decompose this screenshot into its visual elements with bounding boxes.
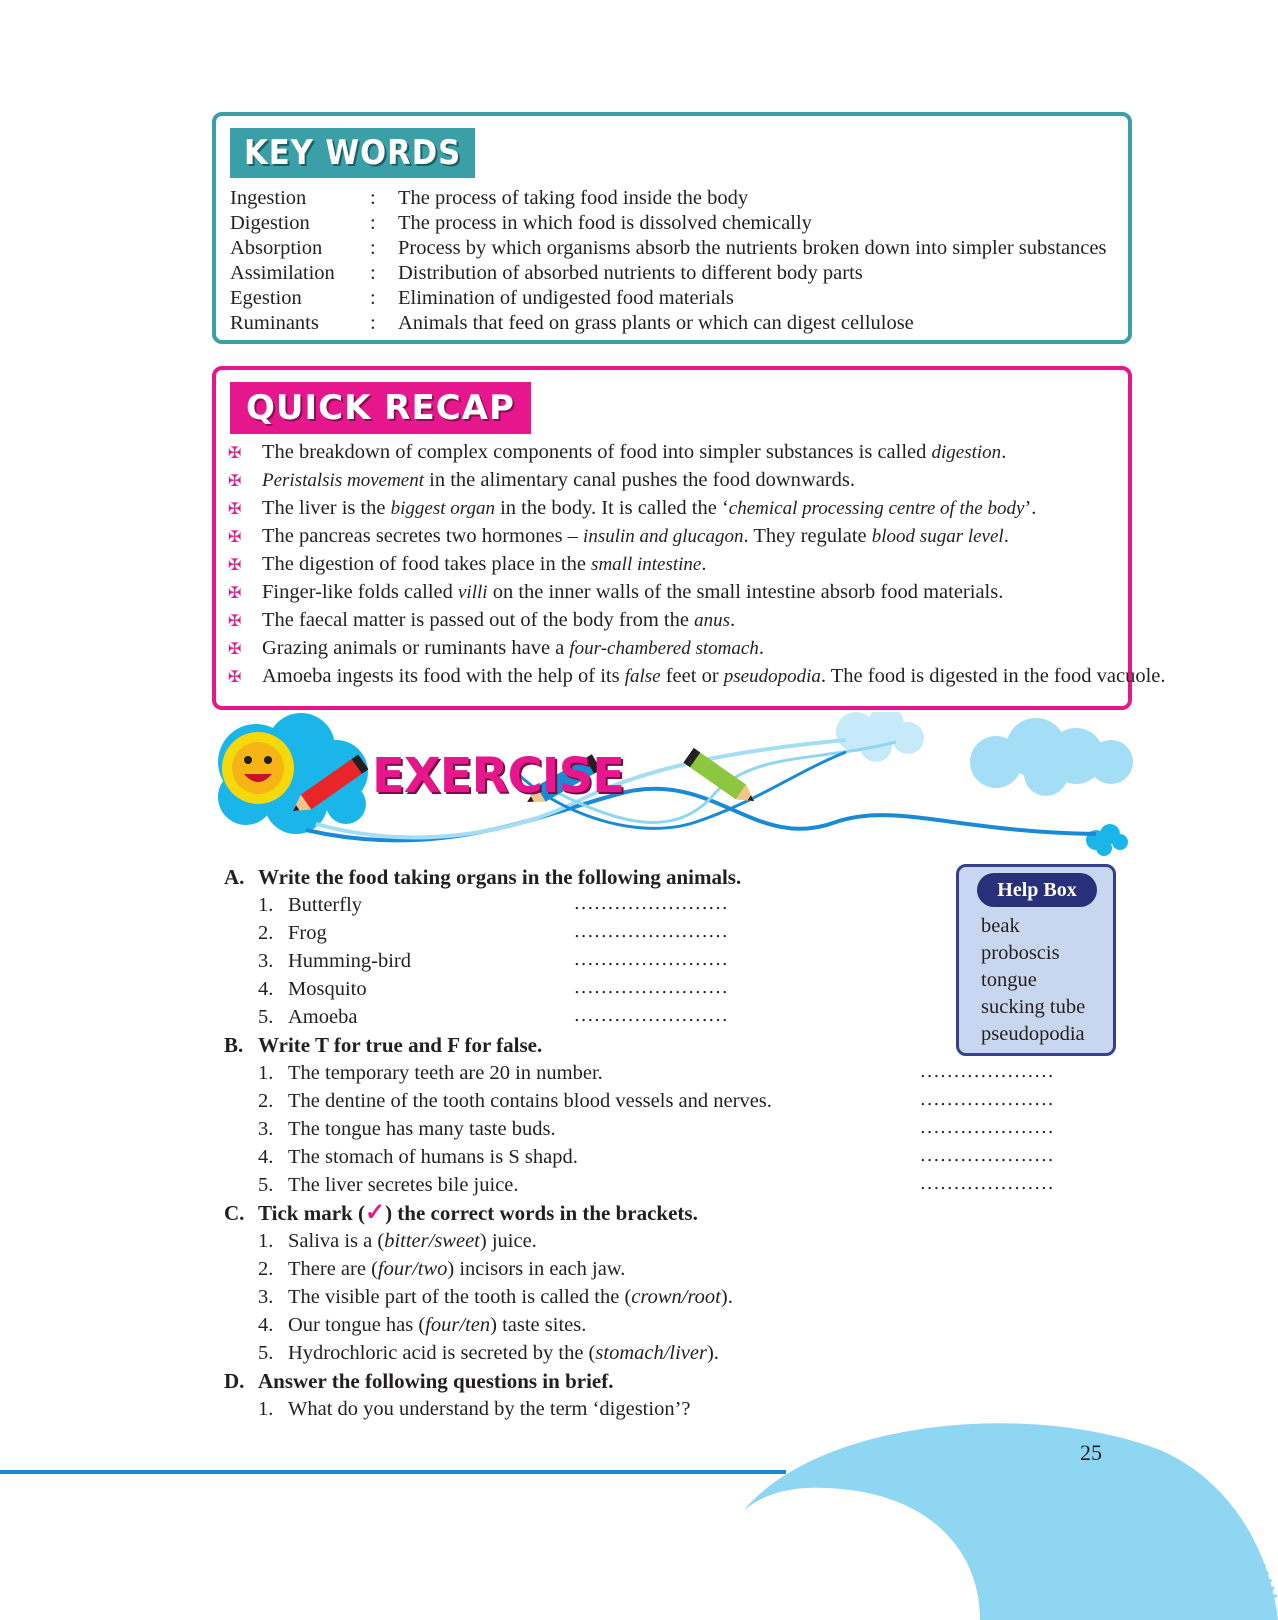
list-item: 3. The visible part of the tooth is called the (crown/root). [258, 1286, 733, 1308]
cross-bullet-icon: ✠ [228, 585, 242, 602]
statement-text: The temporary teeth are 20 in number. [288, 1062, 603, 1084]
help-word: proboscis [981, 942, 1060, 964]
recap-text: on the inner walls of the small intestine absorb food materials. [487, 581, 1004, 603]
recap-text: Amoeba ingests its food with the help of its [262, 665, 625, 687]
recap-emphasis: pseudopodia [723, 666, 821, 687]
recap-text: The digestion of food takes place in the [262, 553, 592, 575]
question-text: Our tongue has ( [288, 1314, 426, 1336]
recap-emphasis: anus [694, 610, 730, 631]
statement-text: The dentine of the tooth contains blood vessels and nerves. [288, 1090, 772, 1112]
cross-bullet-icon: ✠ [228, 445, 242, 462]
answer-blank[interactable]: .................... [920, 1145, 1055, 1166]
key-word-term: Digestion [230, 212, 310, 234]
statement-text: The stomach of humans is S shapd. [288, 1146, 578, 1168]
question-text: ) taste sites. [490, 1314, 587, 1336]
animal-name: Humming-bird [288, 950, 411, 972]
bracket-options[interactable]: crown/root [631, 1286, 721, 1308]
recap-text: . [701, 553, 707, 575]
key-word-row [230, 211, 812, 236]
cloud-icon [1086, 824, 1128, 856]
key-word-row [230, 236, 1106, 261]
sun-icon [222, 732, 294, 804]
question-text: There are ( [288, 1258, 378, 1280]
recap-item [228, 606, 735, 634]
list-item: 4. Our tongue has (four/ten) taste sites. [258, 1314, 587, 1336]
statement-text: The liver secretes bile juice. [288, 1174, 519, 1196]
recap-text: in the body. It is called the ‘ [494, 497, 729, 519]
exercise-banner-art [196, 712, 1156, 862]
help-word: tongue [981, 969, 1037, 991]
cloud-icon [836, 712, 924, 762]
section-heading-text: Write T for true and F for false. [258, 1033, 543, 1057]
key-word-colon: : [370, 237, 376, 259]
recap-text: . They regulate [743, 525, 872, 547]
section-heading-text: Write the food taking organs in the following animals. [258, 865, 742, 889]
recap-emphasis: biggest organ [390, 498, 495, 519]
cross-bullet-icon: ✠ [228, 557, 242, 574]
key-word-definition: The process of taking food inside the body [398, 187, 749, 209]
recap-text: . [758, 637, 764, 659]
list-item: 5. Amoeba [258, 1006, 358, 1028]
key-word-definition: Process by which organisms absorb the nutrients broken down into simpler substances [398, 237, 1107, 259]
animal-name: Amoeba [288, 1006, 358, 1028]
key-word-row [230, 186, 748, 211]
answer-blank[interactable]: ....................... [574, 1005, 729, 1026]
recap-emphasis: four-chambered stomach [569, 638, 759, 659]
list-item: 1. What do you understand by the term ‘digestion’? [258, 1398, 691, 1420]
question-text: ). [720, 1286, 733, 1308]
key-word-term: Ingestion [230, 187, 307, 209]
key-word-row [230, 261, 863, 286]
key-word-colon: : [370, 287, 376, 309]
key-word-definition: Distribution of absorbed nutrients to different body parts [398, 262, 863, 284]
section-letter: B. [224, 1033, 244, 1057]
recap-text: . [1003, 525, 1009, 547]
statement-text: The tongue has many taste buds. [288, 1118, 556, 1140]
help-word: beak [981, 915, 1020, 937]
key-word-definition: Elimination of undigested food materials [398, 287, 734, 309]
answer-blank[interactable]: ....................... [574, 949, 729, 970]
section-c-heading [224, 1199, 698, 1227]
animal-name: Frog [288, 922, 327, 944]
animal-name: Mosquito [288, 978, 367, 1000]
key-word-term: Absorption [230, 237, 323, 259]
question-text: Saliva is a ( [288, 1230, 385, 1252]
section-heading-text: Answer the following questions in brief. [258, 1369, 614, 1393]
answer-blank[interactable]: ....................... [574, 921, 729, 942]
recap-item [228, 438, 1006, 466]
recap-text: . The food is digested in the food vacuole. [820, 665, 1166, 687]
key-words-box [212, 112, 1132, 344]
cross-bullet-icon: ✠ [228, 669, 242, 686]
question-text: Hydrochloric acid is secreted by the ( [288, 1342, 596, 1364]
recap-item [228, 522, 1009, 550]
tick-mark-icon: ✓ [364, 1200, 386, 1226]
help-box-words [981, 913, 1085, 1048]
list-item: 1. Saliva is a (bitter/sweet) juice. [258, 1230, 537, 1252]
section-d-heading [224, 1367, 613, 1395]
bracket-options[interactable]: four/ten [425, 1314, 491, 1336]
key-words-title: KEY WORDS [230, 128, 475, 178]
section-heading-text: Tick mark ( [258, 1201, 365, 1225]
list-item: 5. Hydrochloric acid is secreted by the (stomach/liver). [258, 1342, 719, 1364]
recap-emphasis: insulin and glucagon [583, 526, 744, 547]
recap-text: The liver is the [262, 497, 391, 519]
help-box-title: Help Box [977, 873, 1097, 907]
list-item: 1. The temporary teeth are 20 in number. [258, 1062, 603, 1084]
key-word-colon: : [370, 212, 376, 234]
recap-item [228, 466, 855, 494]
recap-text: Grazing animals or ruminants have a [262, 637, 570, 659]
footer-rule [0, 1470, 786, 1474]
list-item: 2. Frog [258, 922, 327, 944]
help-word: pseudopodia [981, 1023, 1085, 1045]
key-word-term: Egestion [230, 287, 302, 309]
answer-blank[interactable]: .................... [920, 1173, 1055, 1194]
question-text: ) incisors in each jaw. [447, 1258, 626, 1280]
key-word-colon: : [370, 312, 376, 334]
list-item: 5. The liver secretes bile juice. [258, 1174, 519, 1196]
recap-item [228, 578, 1003, 606]
cross-bullet-icon: ✠ [228, 473, 242, 490]
key-word-term: Assimilation [230, 262, 335, 284]
section-letter: A. [224, 865, 245, 889]
key-word-colon: : [370, 187, 376, 209]
cross-bullet-icon: ✠ [228, 501, 242, 518]
bracket-options[interactable]: bitter/sweet [384, 1230, 480, 1252]
recap-emphasis: digestion [931, 442, 1002, 463]
list-item: 2. The dentine of the tooth contains blood vessels and nerves. [258, 1090, 772, 1112]
recap-emphasis: villi [458, 582, 488, 603]
section-heading-text: ) the correct words in the brackets. [385, 1201, 698, 1225]
list-item: 1. Butterfly [258, 894, 363, 916]
cloud-icon [970, 718, 1133, 796]
exercise-title: EXERCISE [372, 748, 624, 804]
recap-item [228, 550, 706, 578]
question-text: ). [706, 1342, 719, 1364]
recap-text: ’. [1024, 497, 1037, 519]
recap-item [228, 494, 1036, 522]
corner-wave-decoration [730, 1380, 1278, 1620]
question-text: The visible part of the tooth is called the ( [288, 1286, 632, 1308]
key-word-colon: : [370, 262, 376, 284]
recap-text: feet or [660, 665, 724, 687]
recap-text: The faecal matter is passed out of the body from the [262, 609, 695, 631]
key-word-definition: The process in which food is dissolved chemically [398, 212, 812, 234]
list-item: 3. Humming-bird [258, 950, 411, 972]
section-b-heading [224, 1031, 542, 1059]
list-item: 4. The stomach of humans is S shapd. [258, 1146, 578, 1168]
recap-text: Finger-like folds called [262, 581, 458, 603]
section-letter: D. [224, 1369, 245, 1393]
section-a-heading [224, 863, 741, 891]
quick-recap-box [212, 366, 1166, 710]
recap-text: . [1001, 441, 1007, 463]
answer-blank[interactable]: .................... [920, 1117, 1055, 1138]
cross-bullet-icon: ✠ [228, 529, 242, 546]
answer-blank[interactable]: .................... [920, 1089, 1055, 1110]
help-box [956, 864, 1116, 1056]
list-item: 3. The tongue has many taste buds. [258, 1118, 556, 1140]
question-text: What do you understand by the term ‘digestion’? [288, 1398, 691, 1420]
bracket-options[interactable]: four/two [377, 1258, 448, 1280]
recap-emphasis: Peristalsis movement [262, 470, 425, 491]
animal-name: Butterfly [288, 894, 363, 916]
recap-text: . [729, 609, 736, 631]
recap-emphasis: small intestine [591, 554, 702, 575]
quick-recap-title: QUICK RECAP [230, 382, 531, 434]
cross-bullet-icon: ✠ [228, 613, 242, 630]
bracket-options[interactable]: stomach/liver [595, 1342, 707, 1364]
answer-blank[interactable]: ....................... [574, 893, 729, 914]
section-letter: C. [224, 1201, 245, 1225]
recap-text: in the alimentary canal pushes the food downwards. [424, 469, 855, 491]
list-item: 4. Mosquito [258, 978, 367, 1000]
recap-text: The breakdown of complex components of food into simpler substances is called [262, 441, 932, 463]
cross-bullet-icon: ✠ [228, 641, 242, 658]
recap-item [228, 662, 1166, 690]
recap-item [228, 634, 764, 662]
key-word-row [230, 286, 734, 311]
recap-emphasis: chemical processing centre of the body [728, 498, 1025, 519]
key-word-definition: Animals that feed on grass plants or which can digest cellulose [398, 312, 914, 334]
key-word-row [230, 311, 914, 336]
question-text: ) juice. [479, 1230, 537, 1252]
key-word-term: Ruminants [230, 312, 319, 334]
list-item: 2. There are (four/two) incisors in each jaw. [258, 1258, 626, 1280]
answer-blank[interactable]: .................... [920, 1061, 1055, 1082]
answer-blank[interactable]: ....................... [574, 977, 729, 998]
help-word: sucking tube [981, 996, 1086, 1018]
recap-emphasis: false [624, 666, 661, 687]
recap-emphasis: blood sugar level [871, 526, 1004, 547]
recap-text: The pancreas secretes two hormones – [262, 525, 584, 547]
page-number: 25 [1080, 1440, 1102, 1465]
